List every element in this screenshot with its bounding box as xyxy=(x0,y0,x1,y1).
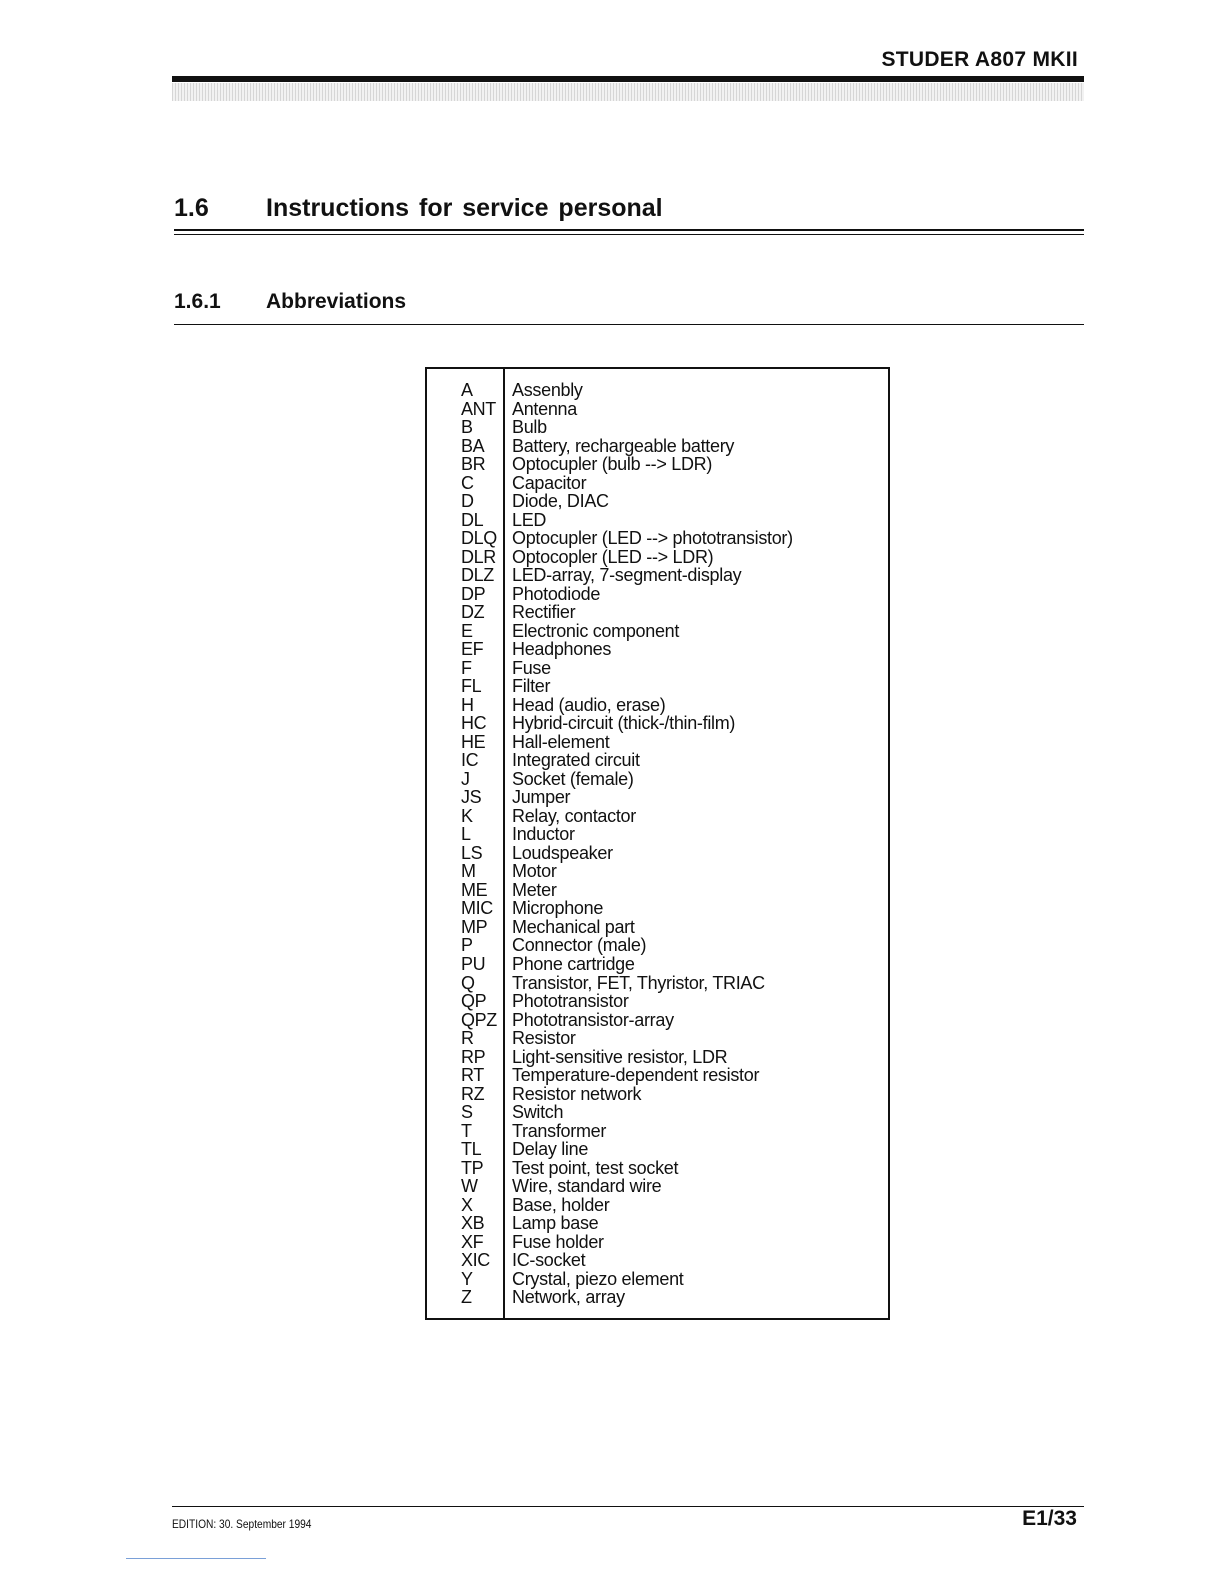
header-stripe xyxy=(172,83,1084,101)
abbreviation-code: QP xyxy=(461,991,487,1012)
table-row xyxy=(427,1103,888,1122)
abbreviation-description: Photodiode xyxy=(512,583,601,604)
abbreviation-code: PU xyxy=(461,953,486,974)
section-title: Instructions for service personal xyxy=(266,194,663,222)
abbreviation-description: Transistor, FET, Thyristor, TRIAC xyxy=(512,972,765,993)
abbreviation-code: D xyxy=(461,491,474,512)
table-row xyxy=(427,1140,888,1159)
table-row xyxy=(427,677,888,696)
abbreviation-code: MP xyxy=(461,916,488,937)
table-row xyxy=(427,733,888,752)
header-title: STUDER A807 MKII xyxy=(881,48,1078,71)
abbreviation-code: W xyxy=(461,1176,478,1197)
abbreviation-code: DLQ xyxy=(461,528,497,549)
table-row xyxy=(427,918,888,937)
header-bar xyxy=(172,76,1084,82)
table-row xyxy=(427,844,888,863)
table-row xyxy=(427,1085,888,1104)
abbreviation-description: Filter xyxy=(512,676,551,697)
abbreviation-description: IC-socket xyxy=(512,1250,586,1271)
abbreviation-description: Head (audio, erase) xyxy=(512,694,666,715)
abbreviation-code: RP xyxy=(461,1046,486,1067)
abbreviations-rows xyxy=(427,381,888,1307)
table-row xyxy=(427,603,888,622)
section-rule-thin xyxy=(174,234,1084,235)
abbreviation-code: H xyxy=(461,694,474,715)
abbreviation-description: Crystal, piezo element xyxy=(512,1268,684,1289)
abbreviation-description: Base, holder xyxy=(512,1194,610,1215)
table-row xyxy=(427,566,888,585)
abbreviation-description: Capacitor xyxy=(512,472,587,493)
table-row xyxy=(427,1159,888,1178)
abbreviation-description: Light-sensitive resistor, LDR xyxy=(512,1046,728,1067)
abbreviation-code: Q xyxy=(461,972,475,993)
abbreviation-code: XIC xyxy=(461,1250,490,1271)
abbreviation-description: Motor xyxy=(512,861,557,882)
abbreviation-description: Phototransistor xyxy=(512,991,629,1012)
table-row xyxy=(427,1011,888,1030)
table-row xyxy=(427,585,888,604)
subsection-number: 1.6.1 xyxy=(174,290,221,313)
abbreviation-code: IC xyxy=(461,750,479,771)
table-row xyxy=(427,437,888,456)
abbreviations-table xyxy=(425,367,890,1320)
abbreviation-description: LED-array, 7-segment-display xyxy=(512,565,742,586)
abbreviation-code: Y xyxy=(461,1268,473,1289)
table-row xyxy=(427,696,888,715)
abbreviation-description: Mechanical part xyxy=(512,916,635,937)
abbreviation-code: TP xyxy=(461,1157,484,1178)
abbreviation-code: X xyxy=(461,1194,473,1215)
table-row xyxy=(427,1048,888,1067)
abbreviation-code: XF xyxy=(461,1231,484,1252)
abbreviation-code: RT xyxy=(461,1065,484,1086)
abbreviation-description: Optocupler (LED --> phototransistor) xyxy=(512,528,793,549)
abbreviation-description: Resistor network xyxy=(512,1083,642,1104)
abbreviation-code: JS xyxy=(461,787,482,808)
subsection-rule xyxy=(174,324,1084,325)
table-row xyxy=(427,418,888,437)
table-row xyxy=(427,529,888,548)
table-row xyxy=(427,622,888,641)
table-row xyxy=(427,474,888,493)
abbreviation-description: Fuse holder xyxy=(512,1231,604,1252)
abbreviation-description: Headphones xyxy=(512,639,612,660)
table-row xyxy=(427,455,888,474)
abbreviation-code: RZ xyxy=(461,1083,485,1104)
abbreviation-code: K xyxy=(461,805,473,826)
page-edge-line xyxy=(126,1558,266,1559)
abbreviation-description: Wire, standard wire xyxy=(512,1176,662,1197)
page-number: E1/33 xyxy=(1022,1507,1077,1530)
abbreviation-description: Assenbly xyxy=(512,380,583,400)
table-row xyxy=(427,1196,888,1215)
table-row xyxy=(427,881,888,900)
abbreviation-code: P xyxy=(461,935,473,956)
table-row xyxy=(427,992,888,1011)
abbreviation-code: HE xyxy=(461,731,486,752)
table-row xyxy=(427,825,888,844)
table-row xyxy=(427,1177,888,1196)
table-row xyxy=(427,1251,888,1270)
table-row xyxy=(427,1233,888,1252)
section-number: 1.6 xyxy=(174,194,209,222)
table-row xyxy=(427,1214,888,1233)
abbreviation-description: Meter xyxy=(512,879,557,900)
table-row xyxy=(427,659,888,678)
table-row xyxy=(427,1066,888,1085)
abbreviation-code: S xyxy=(461,1102,473,1123)
abbreviation-code: C xyxy=(461,472,474,493)
abbreviation-code: L xyxy=(461,824,471,845)
abbreviation-code: DLR xyxy=(461,546,496,567)
table-row xyxy=(427,1029,888,1048)
abbreviation-code: LS xyxy=(461,842,483,863)
table-row xyxy=(427,862,888,881)
table-row xyxy=(427,751,888,770)
table-row xyxy=(427,770,888,789)
abbreviation-description: Delay line xyxy=(512,1139,589,1160)
section-rule xyxy=(174,229,1084,231)
abbreviation-description: Battery, rechargeable battery xyxy=(512,435,735,456)
abbreviation-code: DLZ xyxy=(461,565,494,586)
abbreviation-code: DL xyxy=(461,509,484,530)
abbreviation-description: Hall-element xyxy=(512,731,610,752)
table-row xyxy=(427,492,888,511)
abbreviation-code: FL xyxy=(461,676,482,697)
table-row xyxy=(427,1122,888,1141)
abbreviation-description: Antenna xyxy=(512,398,577,419)
abbreviation-code: M xyxy=(461,861,476,882)
abbreviation-description: Phototransistor-array xyxy=(512,1009,674,1030)
abbreviation-description: Connector (male) xyxy=(512,935,647,956)
table-row xyxy=(427,788,888,807)
abbreviation-description: Loudspeaker xyxy=(512,842,613,863)
table-row xyxy=(427,899,888,918)
abbreviation-code: HC xyxy=(461,713,487,734)
table-row xyxy=(427,714,888,733)
abbreviation-description: Microphone xyxy=(512,898,604,919)
table-row xyxy=(427,400,888,419)
abbreviation-code: ME xyxy=(461,879,488,900)
abbreviation-code: J xyxy=(461,768,470,789)
abbreviation-description: Socket (female) xyxy=(512,768,634,789)
abbreviation-description: Optocopler (LED --> LDR) xyxy=(512,546,714,567)
abbreviation-code: Z xyxy=(461,1287,472,1308)
abbreviation-code: TL xyxy=(461,1139,482,1160)
abbreviation-code: QPZ xyxy=(461,1009,497,1030)
abbreviation-code: R xyxy=(461,1028,474,1049)
abbreviation-description: Resistor xyxy=(512,1028,576,1049)
abbreviation-description: Electronic component xyxy=(512,620,680,641)
abbreviation-code: T xyxy=(461,1120,472,1141)
table-row xyxy=(427,974,888,993)
table-row xyxy=(427,936,888,955)
abbreviation-description: Fuse xyxy=(512,657,551,678)
abbreviation-code: DZ xyxy=(461,602,485,623)
abbreviation-code: E xyxy=(461,620,473,641)
abbreviation-description: Switch xyxy=(512,1102,564,1123)
table-row xyxy=(427,955,888,974)
table-row xyxy=(427,640,888,659)
abbreviation-description: Diode, DIAC xyxy=(512,491,609,512)
abbreviation-description: Inductor xyxy=(512,824,575,845)
abbreviation-description: Transformer xyxy=(512,1120,607,1141)
table-row xyxy=(427,1270,888,1289)
abbreviation-description: Relay, contactor xyxy=(512,805,636,826)
abbreviation-description: Network, array xyxy=(512,1287,625,1308)
abbreviation-code: ANT xyxy=(461,398,496,419)
abbreviation-code: MIC xyxy=(461,898,493,919)
abbreviation-code: F xyxy=(461,657,472,678)
abbreviation-description: Hybrid-circuit (thick-/thin-film) xyxy=(512,713,736,734)
abbreviation-code: BA xyxy=(461,435,485,456)
footer-edition: EDITION: 30. September 1994 xyxy=(172,1517,312,1531)
abbreviation-description: Rectifier xyxy=(512,602,576,623)
subsection-title: Abbreviations xyxy=(266,290,407,313)
abbreviation-code: BR xyxy=(461,454,486,475)
abbreviation-description: Temperature-dependent resistor xyxy=(512,1065,760,1086)
table-row xyxy=(427,511,888,530)
abbreviation-code: EF xyxy=(461,639,484,660)
abbreviation-code: DP xyxy=(461,583,486,604)
abbreviation-description: Test point, test socket xyxy=(512,1157,679,1178)
abbreviation-code: B xyxy=(461,417,473,438)
abbreviation-description: Jumper xyxy=(512,787,571,808)
table-row xyxy=(427,1288,888,1307)
table-row xyxy=(427,807,888,826)
table-row xyxy=(427,548,888,567)
abbreviation-code: A xyxy=(461,380,473,400)
abbreviation-description: Phone cartridge xyxy=(512,953,635,974)
abbreviation-description: Optocupler (bulb --> LDR) xyxy=(512,454,713,475)
footer-rule xyxy=(172,1506,1084,1507)
abbreviation-code: XB xyxy=(461,1213,485,1234)
abbreviation-description: Lamp base xyxy=(512,1213,599,1234)
table-row xyxy=(427,381,888,400)
abbreviation-description: Bulb xyxy=(512,417,547,438)
abbreviation-description: LED xyxy=(512,509,547,530)
abbreviation-description: Integrated circuit xyxy=(512,750,640,771)
